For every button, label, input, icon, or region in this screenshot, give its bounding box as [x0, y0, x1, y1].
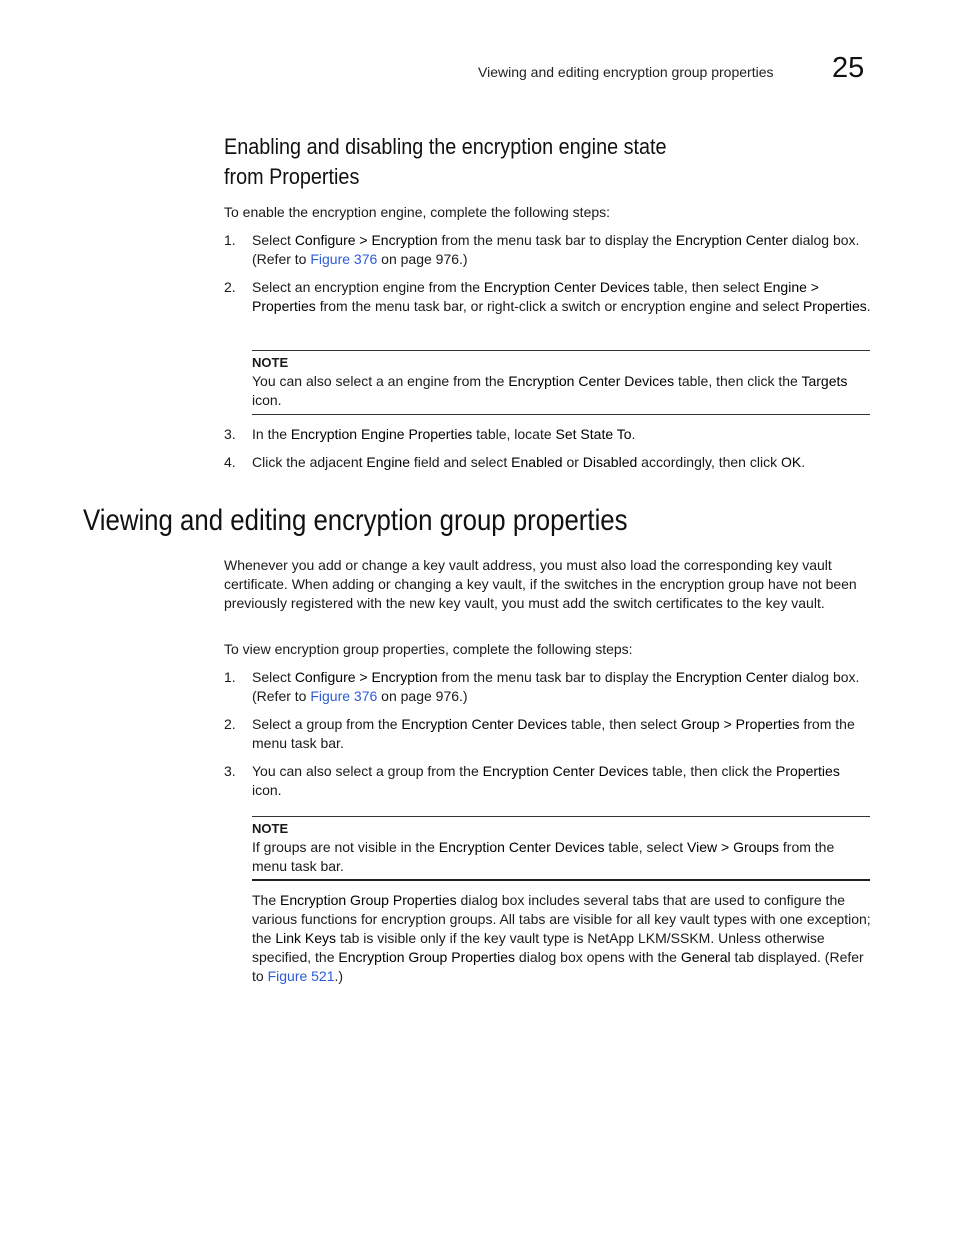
- section1-step-2: [224, 278, 872, 316]
- text: The: [252, 892, 281, 908]
- section2-paragraph-1: Whenever you add or change a key vault address, you must also load the corresponding key vault certificate. When adding or changing a key vault, if the switches in the encryption group have not been previously registered with the new key vault, you must add the switch certificates to the key vault.: [224, 557, 857, 611]
- ui-term: Encryption Center Devices: [482, 763, 649, 779]
- ui-term: Encryption Group Properties: [338, 949, 516, 965]
- text: table, locate: [472, 426, 556, 442]
- step-number: 2.: [224, 279, 236, 295]
- step-number: 3.: [224, 426, 236, 442]
- text: from the menu task bar to display the: [437, 669, 676, 685]
- ui-term: General: [680, 949, 731, 965]
- text: table, then click the: [674, 373, 802, 389]
- section2-step-2: [224, 715, 872, 753]
- ui-term: Encryption Center Devices: [483, 279, 650, 295]
- ui-term: Configure > Encryption: [294, 669, 438, 685]
- text: Select a group from the: [252, 716, 402, 732]
- ui-term: OK: [780, 454, 802, 470]
- note-rule-bottom: [252, 879, 870, 881]
- note-label: NOTE: [252, 355, 289, 370]
- text: dialog box includes several tabs that are used to configure the various functions for encryption groups. All tabs are visible for all key vault types with one exception; the: [252, 892, 871, 946]
- ui-term: View > Groups: [687, 839, 779, 855]
- text: tab displayed. (Refer to: [252, 949, 864, 984]
- note-rule-bottom: [252, 414, 870, 415]
- text: .): [334, 968, 344, 984]
- text: If groups are not visible in the: [252, 839, 439, 855]
- text: from the menu task bar.: [252, 839, 835, 874]
- text: Select: [252, 669, 295, 685]
- section1-step-1: [224, 231, 872, 269]
- note-rule-top: [252, 816, 870, 817]
- section2-note: [252, 819, 870, 876]
- section2-intro: To view encryption group properties, complete the following steps:: [224, 641, 633, 657]
- text: on page 976.): [377, 251, 468, 267]
- note-rule-top: [252, 350, 870, 351]
- ui-term: Engine > Properties: [252, 279, 819, 314]
- text: on page 976.): [377, 688, 468, 704]
- text: accordingly, then click: [637, 454, 781, 470]
- ui-term: Encryption Center Devices: [508, 373, 675, 389]
- text: or: [562, 454, 583, 470]
- running-header-title: Viewing and editing encryption group properties: [478, 64, 774, 80]
- ui-term: Set State To: [555, 426, 632, 442]
- text: dialog box opens with the: [515, 949, 681, 965]
- text: .: [866, 298, 871, 314]
- section1-step-4: [224, 453, 872, 472]
- text: Click the adjacent: [252, 454, 367, 470]
- text: icon.: [252, 392, 282, 408]
- ui-term: Encryption Center: [675, 232, 788, 248]
- ui-term: Properties: [802, 298, 867, 314]
- section2-paragraph-2: [252, 891, 872, 986]
- ui-term: Encryption Engine Properties: [290, 426, 473, 442]
- figure-link[interactable]: Figure 376: [310, 688, 378, 704]
- text: .: [631, 426, 636, 442]
- text: table, select: [604, 839, 688, 855]
- step-number: 2.: [224, 716, 236, 732]
- ui-term: Encryption Group Properties: [280, 892, 457, 908]
- heading-line-2: from Properties: [224, 164, 360, 189]
- text: table, then select: [649, 279, 764, 295]
- note-label: NOTE: [252, 821, 289, 836]
- ui-term: Encryption Center: [675, 669, 788, 685]
- text: tab is visible only if the key vault type is NetApp LKM/SSKM. Unless otherwise specified, the: [252, 930, 825, 965]
- section2-step-3: [224, 762, 872, 800]
- text: In the: [252, 426, 291, 442]
- section1-note: [252, 353, 870, 410]
- ui-term: Engine: [366, 454, 410, 470]
- section1-intro: To enable the encryption engine, complete the following steps:: [224, 204, 611, 220]
- step-number: 3.: [224, 763, 236, 779]
- step-number: 1.: [224, 232, 236, 248]
- text: Select: [252, 232, 295, 248]
- ui-term: Disabled: [582, 454, 638, 470]
- ui-term: Properties: [776, 763, 840, 779]
- step-number: 4.: [224, 454, 236, 470]
- text: Select an encryption engine from the: [252, 279, 484, 295]
- text: from the menu task bar.: [252, 716, 855, 751]
- ui-term: Encryption Center Devices: [438, 839, 605, 855]
- ui-term: Enabled: [511, 454, 563, 470]
- ui-term: Link Keys: [275, 930, 337, 946]
- text: You can also select a an engine from the: [252, 373, 509, 389]
- text: field and select: [410, 454, 512, 470]
- heading-line-1: Enabling and disabling the encryption engine state: [224, 134, 667, 159]
- section2-step-1: [224, 668, 872, 706]
- ui-term: Group > Properties: [680, 716, 800, 732]
- figure-link[interactable]: Figure 521: [267, 968, 335, 984]
- section1-step-3: [224, 425, 872, 444]
- figure-link[interactable]: Figure 376: [310, 251, 378, 267]
- section-heading-engine-state: [224, 132, 692, 192]
- text: table, then click the: [648, 763, 777, 779]
- text: icon.: [252, 782, 282, 798]
- step-number: 1.: [224, 669, 236, 685]
- text: from the menu task bar, or right-click a switch or encryption engine and select: [315, 298, 803, 314]
- text: You can also select a group from the: [252, 763, 483, 779]
- text: dialog box. (Refer to: [252, 669, 860, 704]
- ui-term: Targets: [801, 373, 848, 389]
- ui-term: Configure > Encryption: [294, 232, 438, 248]
- text: from the menu task bar to display the: [437, 232, 676, 248]
- text: .: [801, 454, 806, 470]
- text: table, then select: [567, 716, 681, 732]
- chapter-number: 25: [832, 52, 865, 84]
- section-heading-group-properties: Viewing and editing encryption group properties: [83, 504, 628, 537]
- text: dialog box. (Refer to: [252, 232, 860, 267]
- ui-term: Encryption Center Devices: [401, 716, 568, 732]
